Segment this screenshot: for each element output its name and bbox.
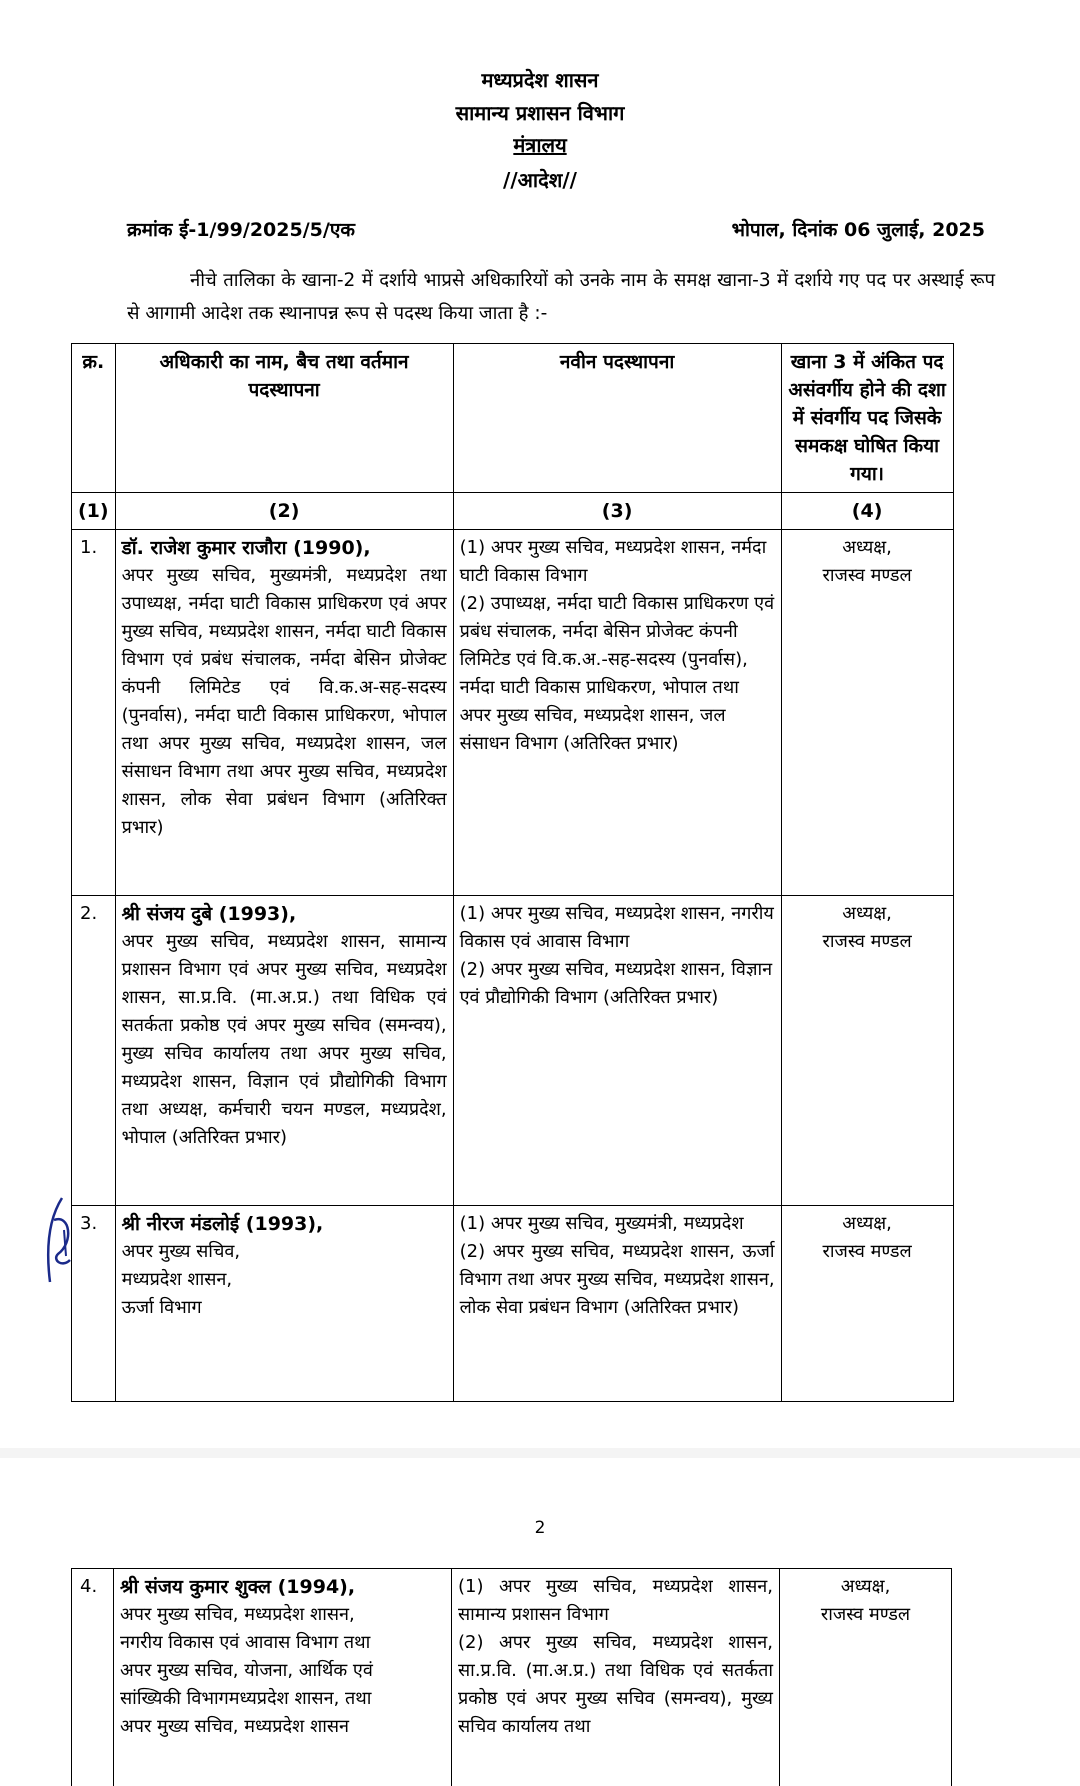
document-page-2 bbox=[0, 1458, 1080, 1786]
new-posting-item: (1) अपर मुख्य सचिव, मध्यप्रदेश शासन, नर्मदा घाटी विकास विभाग bbox=[459, 537, 767, 586]
new-posting-cell bbox=[453, 896, 781, 1206]
officer-cell bbox=[115, 1206, 453, 1402]
serial-number: 1. bbox=[72, 530, 116, 896]
current-posting-line: अपर मुख्य सचिव, योजना, आर्थिक एवं bbox=[120, 1660, 373, 1681]
header-order: //आदेश// bbox=[503, 168, 577, 192]
equivalent-line: राजस्व मण्डल bbox=[822, 565, 912, 586]
header-new-posting: नवीन पदस्थापना bbox=[453, 344, 781, 493]
header-department: सामान्य प्रशासन विभाग bbox=[455, 101, 625, 125]
header-officer: अधिकारी का नाम, बैच तथा वर्तमान पदस्थापना bbox=[115, 344, 453, 493]
page-number: 2 bbox=[534, 1518, 546, 1538]
column-number-row bbox=[72, 493, 954, 530]
serial-number: 2. bbox=[72, 896, 116, 1206]
table-row bbox=[72, 1569, 952, 1786]
table-row bbox=[72, 1206, 954, 1402]
officer-name: डॉ. राजेश कुमार राजौरा (1990), bbox=[121, 537, 371, 559]
equivalent-line: अध्यक्ष, bbox=[842, 1213, 892, 1234]
col-number-1: (1) bbox=[72, 493, 116, 530]
current-posting-line: नगरीय विकास एवं आवास विभाग तथा bbox=[120, 1632, 371, 1653]
current-posting-line: अपर मुख्य सचिव, मध्यप्रदेश शासन, bbox=[120, 1604, 355, 1625]
officer-name: श्री संजय दुबे (1993), bbox=[121, 903, 297, 925]
col-number-2: (2) bbox=[115, 493, 453, 530]
intro-paragraph: नीचे तालिका के खाना-2 में दर्शाये भाप्रसे अधिकारियों को उनके नाम के समक्ष खाना-3 में दर्शाये गए पद पर अस्थाई रूप से आगामी आदेश तक स्थानापन्न रूप से पदस्थ किया जाता है :- bbox=[127, 270, 995, 324]
serial-number: 3. bbox=[72, 1206, 116, 1402]
equivalent-cell bbox=[781, 1206, 953, 1402]
equivalent-cell bbox=[781, 896, 953, 1206]
officer-name: श्री नीरज मंडलोई (1993), bbox=[121, 1213, 324, 1235]
table-row bbox=[72, 896, 954, 1206]
posting-table bbox=[71, 343, 954, 1402]
table-row bbox=[72, 530, 954, 896]
officer-name: श्री संजय कुमार शुक्ल (1994), bbox=[120, 1576, 356, 1598]
header-equivalent: खाना 3 में अंकित पद असंवर्गीय होने की दशा में संवर्गीय पद जिसके समकक्ष घोषित किया गया। bbox=[781, 344, 953, 493]
current-posting-line: अपर मुख्य सचिव, bbox=[121, 1241, 241, 1262]
col-number-4: (4) bbox=[781, 493, 953, 530]
page-separator bbox=[0, 1448, 1080, 1458]
new-posting-cell bbox=[452, 1569, 780, 1786]
equivalent-line: राजस्व मण्डल bbox=[820, 1604, 911, 1625]
officer-cell bbox=[114, 1569, 452, 1786]
header-ministry: मंत्रालय bbox=[513, 133, 567, 157]
officer-cell bbox=[115, 530, 453, 896]
equivalent-cell bbox=[781, 530, 953, 896]
table-header-row bbox=[72, 344, 954, 493]
equivalent-cell bbox=[780, 1569, 952, 1786]
current-posting-line: मध्यप्रदेश शासन, bbox=[121, 1269, 233, 1290]
new-posting-item: (1) अपर मुख्य सचिव, मुख्यमंत्री, मध्यप्रदेश bbox=[459, 1213, 744, 1234]
current-posting-line: ऊर्जा विभाग bbox=[121, 1297, 202, 1318]
header-government: मध्यप्रदेश शासन bbox=[481, 68, 599, 92]
new-posting-item: (2) अपर मुख्य सचिव, मध्यप्रदेश शासन, विज्ञान एवं प्रौद्योगिकी विभाग (अतिरिक्त प्रभार) bbox=[459, 959, 773, 1008]
posting-table-continued bbox=[71, 1568, 952, 1786]
equivalent-line: राजस्व मण्डल bbox=[822, 1241, 912, 1262]
officer-cell bbox=[115, 896, 453, 1206]
order-reference-number: क्रमांक ई-1/99/2025/5/एक bbox=[127, 219, 355, 241]
equivalent-line: अध्यक्ष, bbox=[840, 1576, 891, 1597]
current-posting-line: सांख्यिकी विभागमध्यप्रदेश शासन, तथा bbox=[120, 1688, 372, 1709]
new-posting-cell bbox=[453, 1206, 781, 1402]
new-posting-item: (2) अपर मुख्य सचिव, मध्यप्रदेश शासन, सा.प्र.वि. (मा.अ.प्र.) तथा विधिक एवं सतर्कता प्रकोष्ठ एवं अपर मुख्य सचिव (समन्वय), मुख्य सचिव कार्यालय तथा bbox=[458, 1632, 773, 1737]
new-posting-item: (1) अपर मुख्य सचिव, मध्यप्रदेश शासन, नगरीय विकास एवं आवास विभाग bbox=[459, 903, 774, 952]
new-posting-item: (2) उपाध्यक्ष, नर्मदा घाटी विकास प्राधिकरण एवं प्रबंध संचालक, नर्मदा बेसिन प्रोजेक्ट कंपनी लिमिटेड एवं वि.क.अ.-सह-सदस्य (पुनर्वास), नर्मदा घाटी विकास प्राधिकरण, भोपाल तथा अपर मुख्य सचिव, मध्यप्रदेश शासन, जल संसाधन विभाग (अतिरिक्त प्रभार) bbox=[459, 593, 775, 754]
equivalent-line: अध्यक्ष, bbox=[842, 537, 892, 558]
handwritten-initials-mark bbox=[40, 1190, 80, 1290]
new-posting-item: (2) अपर मुख्य सचिव, मध्यप्रदेश शासन, ऊर्जा विभाग तथा अपर मुख्य सचिव, मध्यप्रदेश शासन, लोक सेवा प्रबंधन विभाग (अतिरिक्त प्रभार) bbox=[459, 1241, 775, 1318]
current-posting-line: अपर मुख्य सचिव, मध्यप्रदेश शासन bbox=[120, 1716, 350, 1737]
header-serial: क्र. bbox=[72, 344, 116, 493]
col-number-3: (3) bbox=[453, 493, 781, 530]
equivalent-line: राजस्व मण्डल bbox=[822, 931, 912, 952]
current-posting: अपर मुख्य सचिव, मुख्यमंत्री, मध्यप्रदेश तथा उपाध्यक्ष, नर्मदा घाटी विकास प्राधिकरण एवं अपर मुख्य सचिव, मध्यप्रदेश शासन, नर्मदा घाटी विकास विभाग एवं प्रबंध संचालक, नर्मदा बेसिन प्रोजेक्ट कंपनी लिमिटेड एवं वि.क.अ-सह-सदस्य (पुनर्वास), नर्मदा घाटी विकास प्राधिकरण, भोपाल तथा अपर मुख्य सचिव, मध्यप्रदेश शासन, जल संसाधन विभाग तथा अपर मुख्य सचिव, मध्यप्रदेश शासन, लोक सेवा प्रबंधन विभाग (अतिरिक्त प्रभार) bbox=[121, 565, 447, 838]
serial-number: 4. bbox=[72, 1569, 114, 1786]
current-posting: अपर मुख्य सचिव, मध्यप्रदेश शासन, सामान्य प्रशासन विभाग एवं अपर मुख्य सचिव, मध्यप्रदेश शासन, सा.प्र.वि. (मा.अ.प्र.) तथा विधिक एवं सतर्कता प्रकोष्ठ एवं अपर मुख्य सचिव (समन्वय), मुख्य सचिव कार्यालय तथा अपर मुख्य सचिव, मध्यप्रदेश शासन, विज्ञान एवं प्रौद्योगिकी विभाग तथा अध्यक्ष, कर्मचारी चयन मण्डल, मध्यप्रदेश, भोपाल (अतिरिक्त प्रभार) bbox=[121, 931, 447, 1148]
new-posting-cell bbox=[453, 530, 781, 896]
new-posting-item: (1) अपर मुख्य सचिव, मध्यप्रदेश शासन, सामान्य प्रशासन विभाग bbox=[458, 1576, 773, 1625]
order-date: भोपाल, दिनांक 06 जुलाई, 2025 bbox=[731, 219, 985, 241]
equivalent-line: अध्यक्ष, bbox=[842, 903, 892, 924]
